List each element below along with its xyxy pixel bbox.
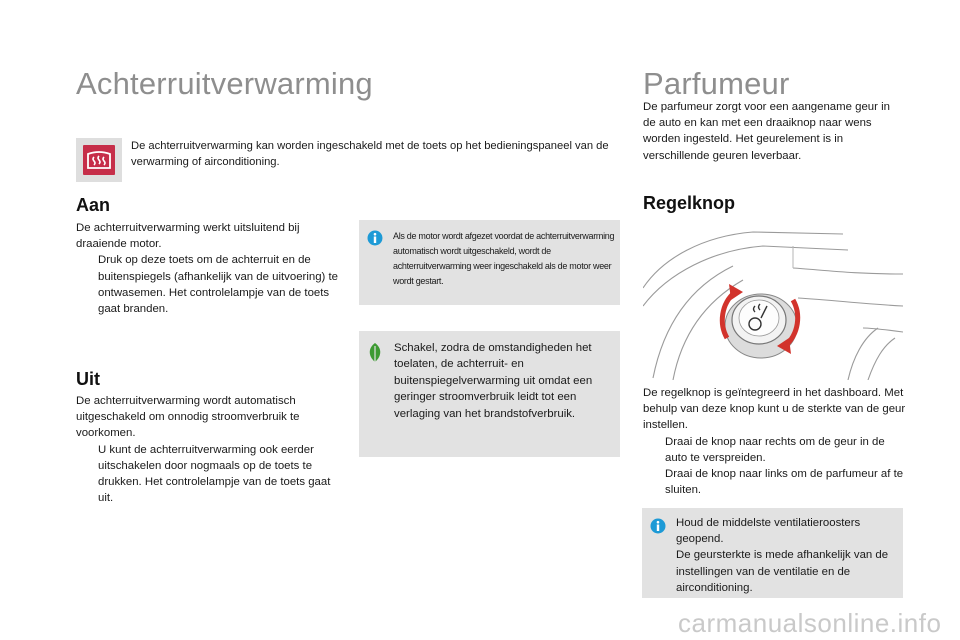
uit-paragraph: De achterruitverwarming wordt automatisch uitgeschakeld om onnodig stroomverbruik te voorkomen. xyxy=(76,395,300,440)
aan-text xyxy=(76,220,338,317)
eco-note-text: Schakel, zodra de omstandigheden het toelaten, de achterruit- en buitenspiegelverwarming uit omdat een geringer stroomverbruik leidt tot een verlaging van het brandstofverbruik. xyxy=(394,342,593,420)
regelknop-bullet-2-text: Draai de knop naar links om de parfumeur af te sluiten. xyxy=(665,468,904,497)
bullet-marker xyxy=(643,434,665,466)
regelknop-bullet-2 xyxy=(643,466,908,498)
regelknop-bullet-1-text: Draai de knop naar rechts om de geur in de auto te verspreiden. xyxy=(665,435,885,464)
intro-text: De achterruitverwarming kan worden ingeschakeld met de toets op het bedieningspaneel van de verwarming of airconditioning. xyxy=(131,140,609,169)
eco-leaf-icon xyxy=(366,342,384,364)
page-title-parfumeur: Parfumeur xyxy=(643,66,790,101)
bullet-marker xyxy=(76,442,98,507)
uit-text xyxy=(76,393,341,506)
heading-uit: Uit xyxy=(76,369,100,389)
uit-bullet-text: U kunt de achterruitverwarming ook eerder uitschakelen door nogmaals op de toets te drukken. Het controlelampje van de toets gaat uit. xyxy=(98,443,331,505)
aan-bullet xyxy=(76,252,338,317)
info-icon xyxy=(650,518,666,534)
page-title-achterruitverwarming: Achterruitverwarming xyxy=(76,66,373,101)
eco-note-box xyxy=(359,331,620,457)
aan-bullet-text: Druk op deze toets om de achterruit en de buitenspiegels (afhankelijk van de uitvoering) te ontwasemen. Het controlelampje van de toets gaat branden. xyxy=(98,254,338,316)
info-note-text: Als de motor wordt afgezet voordat de achterruitverwarming automatisch wordt uitgeschakeld, wordt de achterruitverwarming weer ingeschakeld als de motor weer wordt gestart. xyxy=(393,231,615,286)
fragrance-dial-illustration xyxy=(643,228,903,380)
parfumeur-info-box xyxy=(642,508,903,598)
watermark: carmanualsonline.info xyxy=(678,608,942,638)
parfumeur-info-text: Houd de middelste ventilatieroosters geopend. De geursterkte is mede afhankelijk van de instellingen van de ventilatie en de airconditioning. xyxy=(676,517,889,594)
info-note-box xyxy=(359,220,620,305)
regelknop-text xyxy=(643,385,908,498)
heading-regelknop: Regelknop xyxy=(643,193,736,213)
regelknop-bullet-1 xyxy=(643,434,908,466)
parfumeur-intro: De parfumeur zorgt voor een aangename geur in de auto en kan met een draaiknop naar wens worden ingesteld. Het geurelement is in verschillende geuren leverbaar. xyxy=(643,101,890,162)
rear-defrost-icon xyxy=(76,138,122,182)
info-icon xyxy=(367,230,383,246)
bullet-marker xyxy=(76,252,98,317)
heading-aan: Aan xyxy=(76,195,111,215)
bullet-marker xyxy=(643,466,665,498)
regelknop-paragraph: De regelknop is geïntegreerd in het dashboard. Met behulp van deze knop kunt u de sterkte van de geur instellen. xyxy=(643,387,906,432)
aan-paragraph: De achterruitverwarming werkt uitsluitend bij draaiende motor. xyxy=(76,222,300,251)
uit-bullet xyxy=(76,442,341,507)
